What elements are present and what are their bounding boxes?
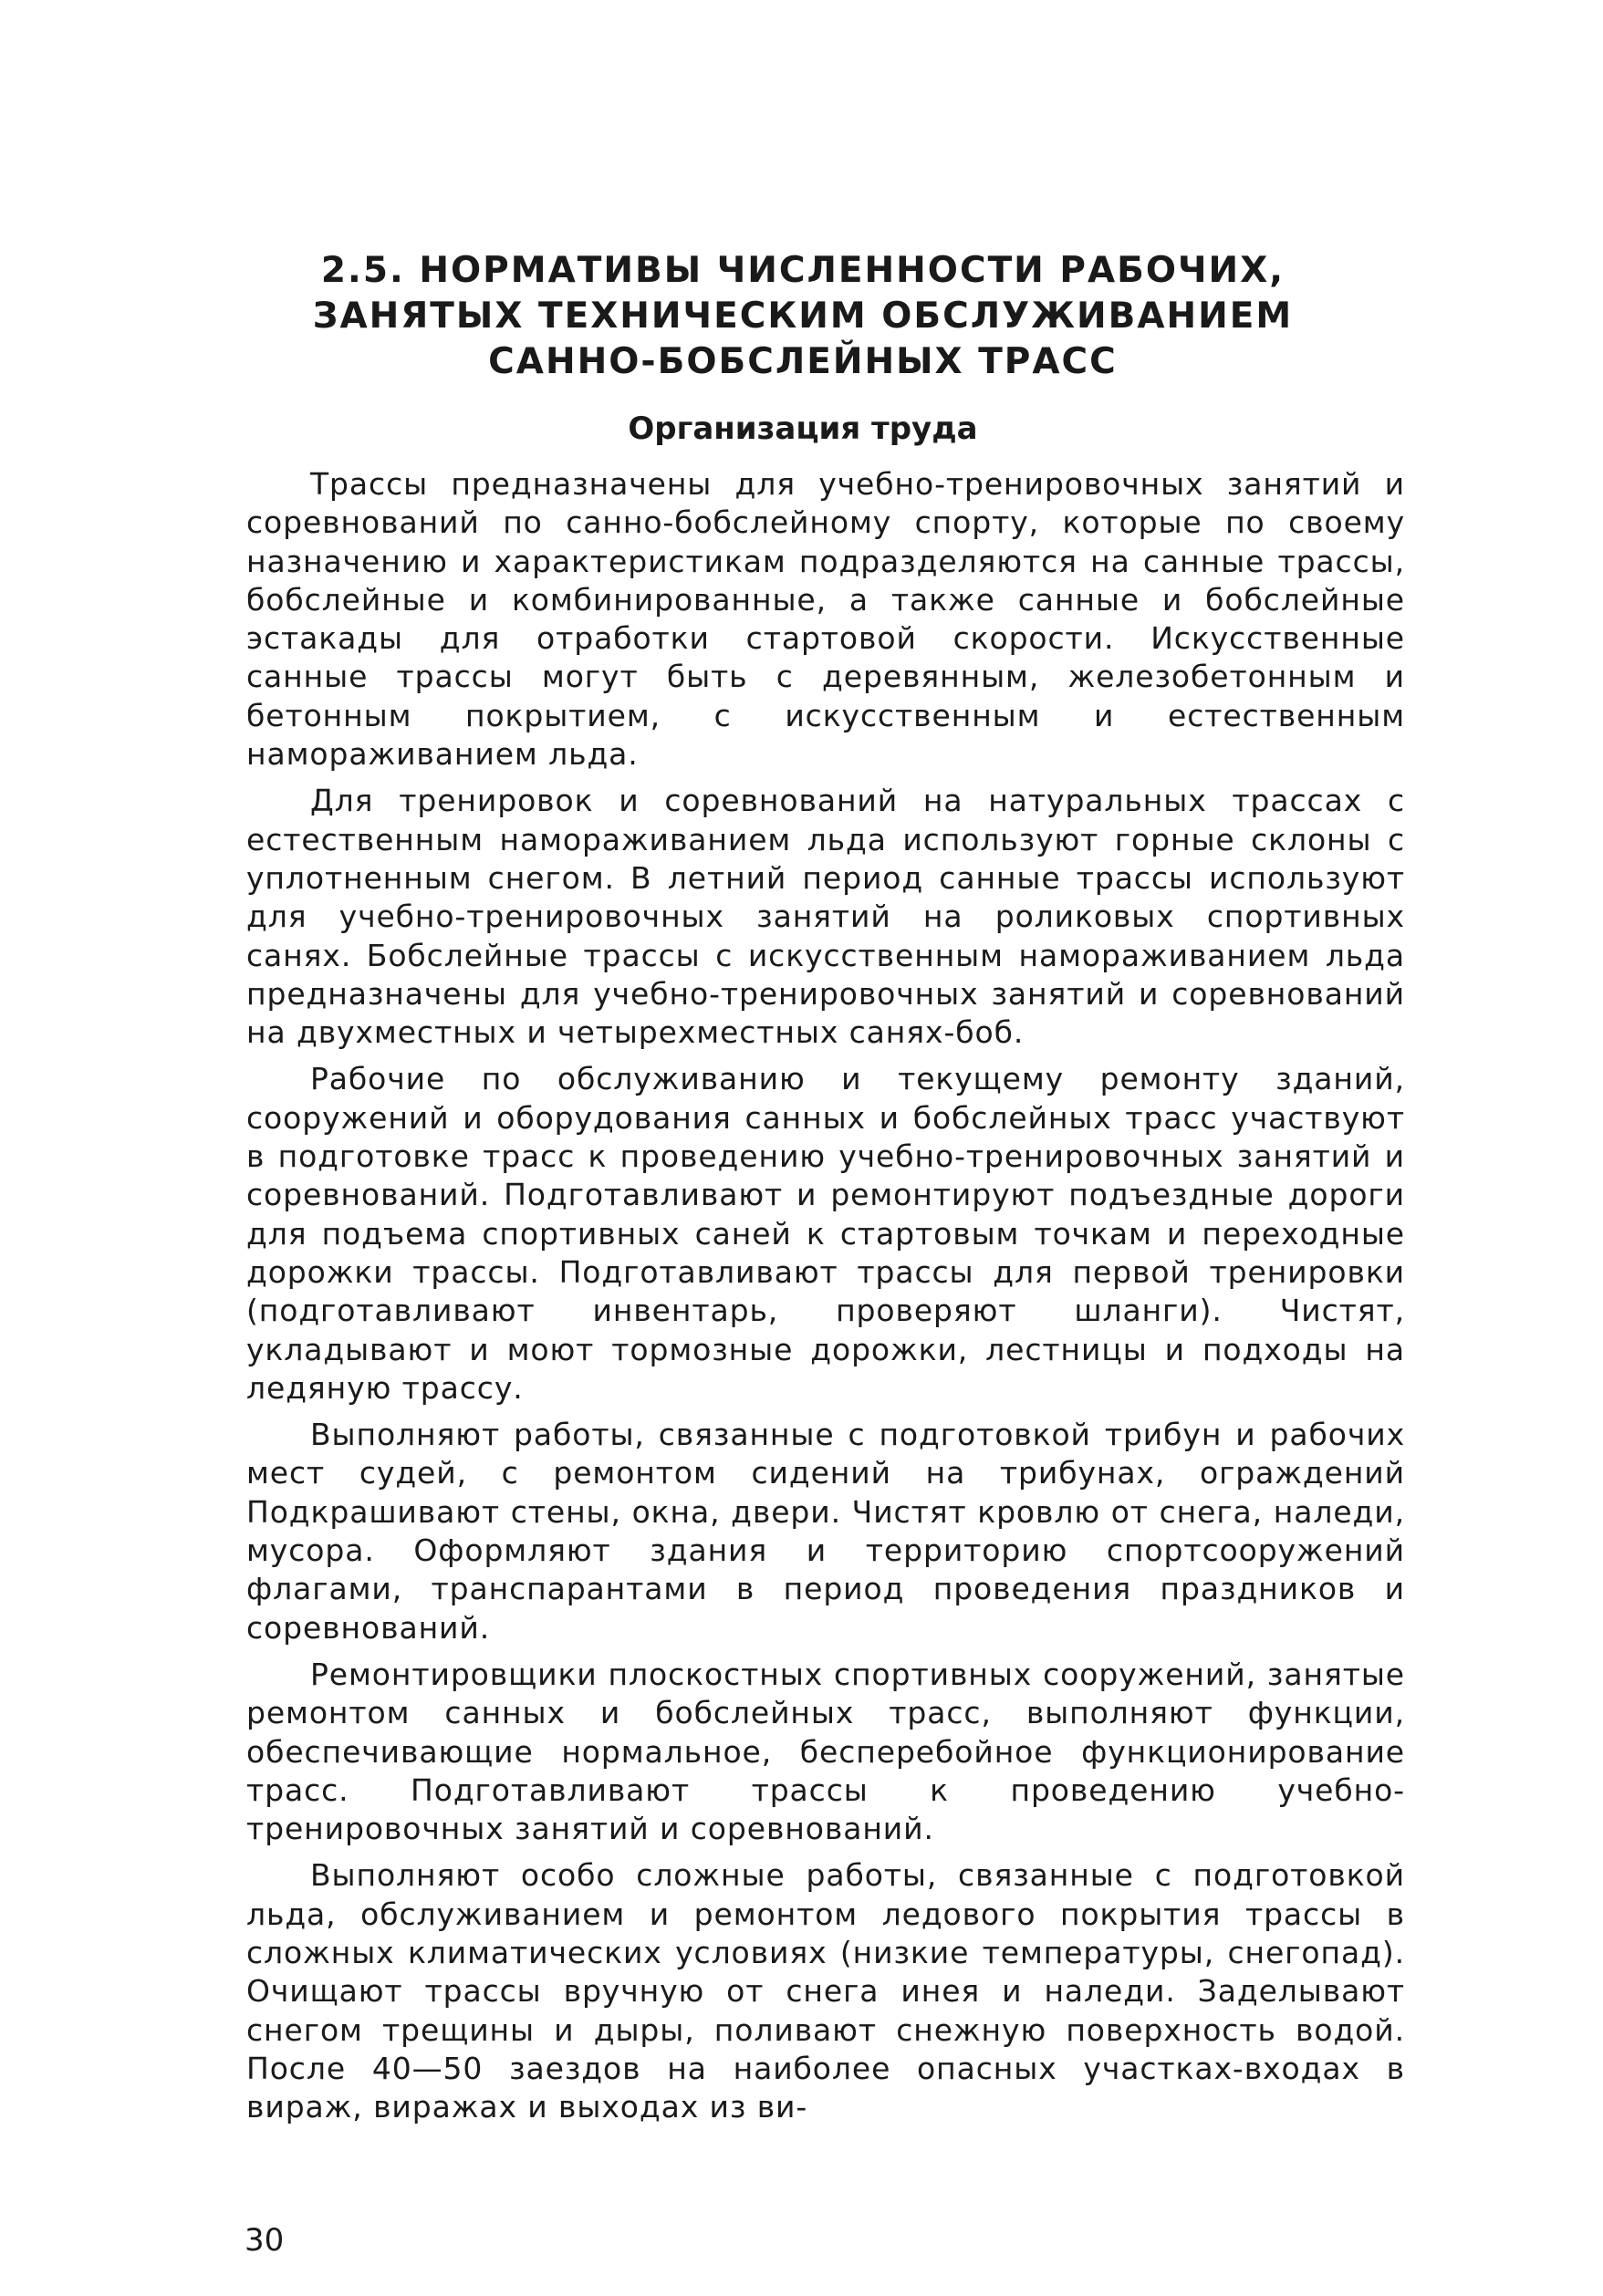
paragraph: Выполняют работы, связанные с подготовкой трибун и рабочих мест судей, с ремонтом сидений на трибунах, ограждений Подкрашивают стены, окна, двери. Чистят кровлю от снега, наледи, мусора. Оформляют здания и территорию спортсооружений флагами, транспарантами в период проведения праздников и соревнований. bbox=[246, 1417, 1405, 1646]
section-heading bbox=[274, 248, 1332, 385]
paragraph: Выполняют особо сложные работы, связанные с подготовкой льда, обслуживанием и ремонтом ледового покрытия трассы в сложных климатических условиях (низкие температуры, снегопад). Очищают трассы вручную от снега инея и наледи. Заделывают снегом трещины и дыры, поливают снежную поверхность водой. После 40—50 заездов на наиболее опасных участках-входах в вираж, виражах и выходах из ви- bbox=[246, 1857, 1405, 2125]
section-heading-line: 2.5. НОРМАТИВЫ ЧИСЛЕННОСТИ РАБОЧИХ, bbox=[320, 250, 1286, 291]
paragraph: Трассы предназначены для учебно-тренировочных занятий и соревнований по санно-бобслейному спорту, которые по своему назначению и характеристикам подразделяются на санные трассы, бобслейные и комбинированные, а также санные и бобслейные эстакады для отработки стартовой скорости. Искусственные санные трассы могут быть с деревянным, железобетонным и бетонным покрытием, с искусственным и естественным намораживанием льда. bbox=[246, 466, 1405, 773]
body-text bbox=[246, 465, 1405, 2135]
paragraph: Для тренировок и соревнований на натуральных трассах с естественным намораживанием льда используют горные склоны с уплотненным снегом. В летний период санные трассы используют для учебно-тренировочных занятий на роликовых спортивных санях. Бобслейные трассы с искусственным намораживанием льда предназначены для учебно-тренировочных занятий и соревнований на двухместных и четырехместных санях-боб. bbox=[246, 783, 1405, 1051]
page-number: 30 bbox=[245, 2222, 285, 2259]
subsection-heading: Организация труда bbox=[628, 410, 978, 447]
section-heading-line: ЗАНЯТЫХ ТЕХНИЧЕСКИМ ОБСЛУЖИВАНИЕМ bbox=[312, 296, 1294, 337]
paragraph: Рабочие по обслуживанию и текущему ремонту зданий, сооружений и оборудования санных и бобслейных трасс участвуют в подготовке трасс к проведению учебно-тренировочных занятий и соревнований. Подготавливают и ремонтируют подъездные дороги для подъема спортивных саней к стартовым точкам и переходные дорожки трассы. Подготавливают трассы для первой тренировки (подготавливают инвентарь, проверяют шланги). Чистят, укладывают и моют тормозные дорожки, лестницы и подходы на ледяную трассу. bbox=[246, 1061, 1405, 1406]
paragraph: Ремонтировщики плоскостных спортивных сооружений, занятые ремонтом санных и бобслейных трасс, выполняют функции, обеспечивающие нормальное, бесперебойное функционирование трасс. Подготавливают трассы к проведению учебно-тренировочных занятий и соревнований. bbox=[246, 1656, 1405, 1847]
section-heading-line: САННО-БОБСЛЕЙНЫХ ТРАСС bbox=[488, 341, 1118, 382]
